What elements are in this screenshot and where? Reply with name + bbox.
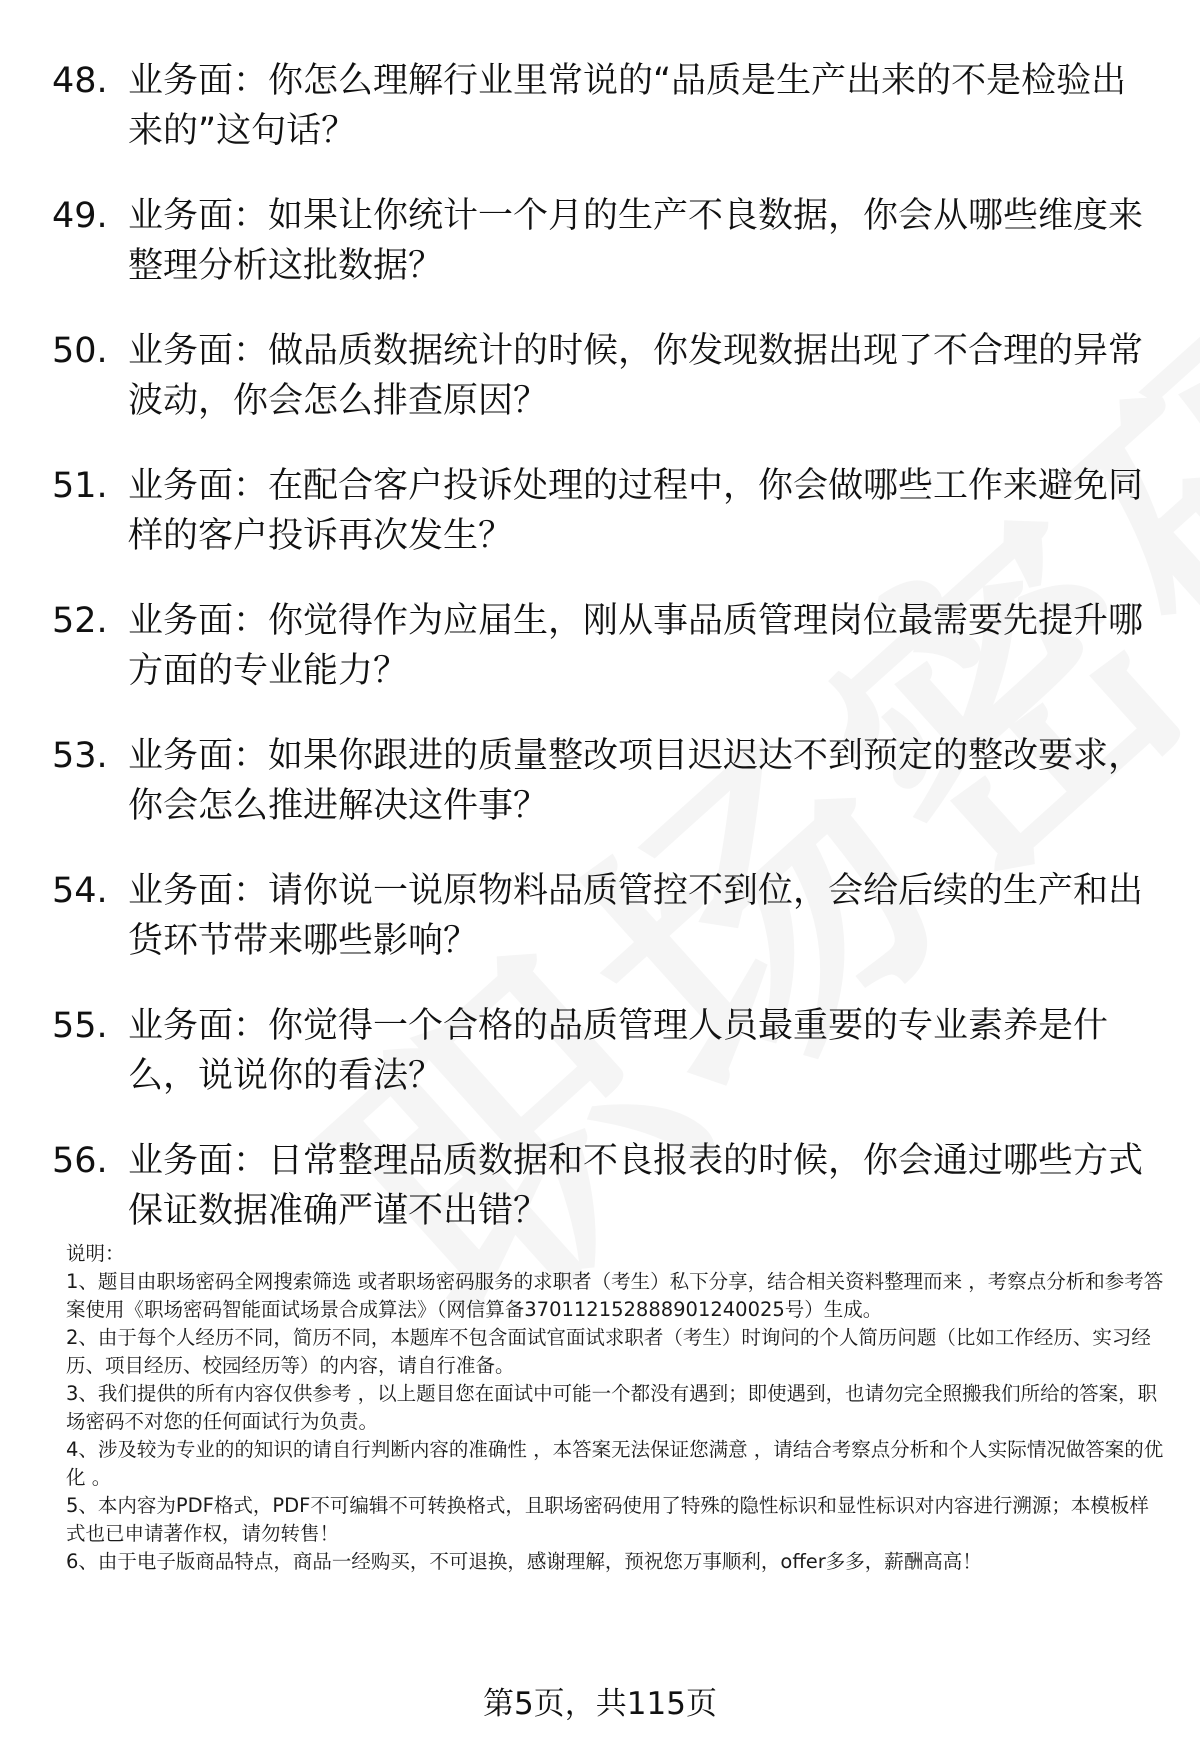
note-item: 6、由于电子版商品特点，商品一经购买，不可退换，感谢理解，预祝您万事顺利，offer多多，薪酬高高！ (66, 1550, 982, 1573)
question-text: 业务面：请你说一说原物料品质管控不到位，会给后续的生产和出货环节带来哪些影响？ (128, 871, 1144, 961)
question-text: 业务面：在配合客户投诉处理的过程中，你会做哪些工作来避免同样的客户投诉再次发生？ (128, 466, 1144, 556)
question-number: 52. (52, 601, 108, 641)
question-text: 业务面：你怎么理解行业里常说的“品质是生产出来的不是检验出来的”这句话？ (128, 61, 1127, 151)
question-list (0, 56, 1200, 1271)
question-text: 业务面：日常整理品质数据和不良报表的时候，你会通过哪些方式保证数据准确严谨不出错？ (128, 1141, 1144, 1231)
question-number: 48. (52, 61, 108, 101)
question-text: 业务面：做品质数据统计的时候，你发现数据出现了不合理的异常波动，你会怎么排查原因？ (128, 331, 1144, 421)
question-item (0, 1001, 1200, 1136)
question-item (0, 56, 1200, 191)
question-number: 53. (52, 736, 108, 776)
question-text: 业务面：你觉得作为应届生，刚从事品质管理岗位最需要先提升哪方面的专业能力？ (128, 601, 1144, 691)
note-item: 5、本内容为PDF格式，PDF不可编辑不可转换格式，且职场密码使用了特殊的隐性标识和显性标识对内容进行溯源；本模板样式也已申请著作权，请勿转售！ (66, 1494, 1149, 1545)
question-number: 51. (52, 466, 108, 506)
question-item (0, 326, 1200, 461)
question-number: 49. (52, 196, 108, 236)
question-item (0, 191, 1200, 326)
notes-section (66, 1240, 1166, 1576)
question-text: 业务面：如果你跟进的质量整改项目迟迟达不到预定的整改要求，你会怎么推进解决这件事？ (128, 736, 1144, 826)
note-item: 4、涉及较为专业的的知识的请自行判断内容的准确性 ，本答案无法保证您满意 ，请结合考察点分析和个人实际情况做答案的优化 。 (66, 1438, 1164, 1489)
question-text: 业务面：你觉得一个合格的品质管理人员最重要的专业素养是什么，说说你的看法？ (128, 1006, 1109, 1096)
question-number: 50. (52, 331, 108, 371)
question-number: 54. (52, 871, 108, 911)
question-item (0, 731, 1200, 866)
question-text: 业务面：如果让你统计一个月的生产不良数据，你会从哪些维度来整理分析这批数据？ (128, 196, 1144, 286)
question-number: 56. (52, 1141, 108, 1181)
question-number: 55. (52, 1006, 108, 1046)
note-item: 1、题目由职场密码全网搜索筛选 或者职场密码服务的求职者（考生）私下分享，结合相关资料整理而来 ，考察点分析和参考答案使用《职场密码智能面试场景合成算法》（网信算备370112152888901240025号）生成。 (66, 1270, 1164, 1321)
note-item: 2、由于每个人经历不同，简历不同，本题库不包含面试官面试求职者（考生）时询问的个人简历问题（比如工作经历、实习经历、项目经历、校园经历等）的内容，请自行准备。 (66, 1326, 1151, 1377)
notes-heading: 说明： (66, 1242, 125, 1265)
page-footer: 第5页，共115页 (483, 1686, 717, 1722)
question-item (0, 596, 1200, 731)
note-item: 3、我们提供的所有内容仅供参考 ，以上题目您在面试中可能一个都没有遇到；即使遇到，也请勿完全照搬我们所给的答案，职场密码不对您的任何面试行为负责。 (66, 1382, 1158, 1433)
question-item (0, 866, 1200, 1001)
question-item (0, 461, 1200, 596)
